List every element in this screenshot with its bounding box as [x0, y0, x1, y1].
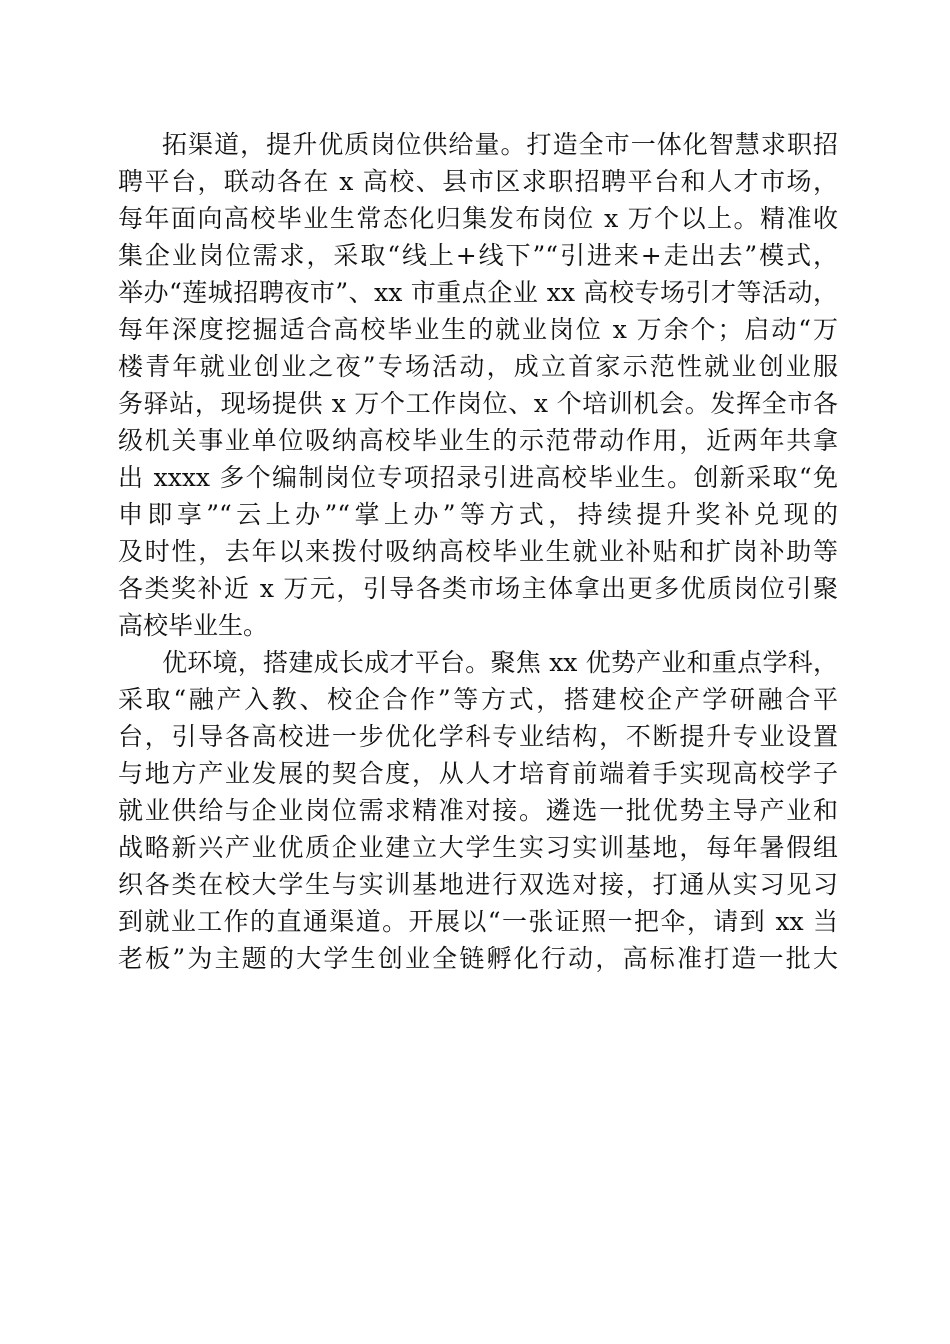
paragraph-1-line-13: 各类奖补近 x 万元，引导各类市场主体拿出更多优质岗位引聚 [118, 574, 838, 603]
paragraph-1-line-2: 聘平台，联动各在 x 高校、县市区求职招聘平台和人才市场， [118, 167, 838, 196]
paragraph-1-line-9: 级机关事业单位吸纳高校毕业生的示范带动作用，近两年共拿 [118, 426, 838, 455]
paragraph-1-line-14: 高校毕业生。 [118, 611, 269, 640]
paragraph-2-line-6: 战略新兴产业优质企业建立大学生实习实训基地，每年暑假组 [118, 833, 838, 862]
paragraph-2-line-4: 与地方产业发展的契合度，从人才培育前端着手实现高校学子 [118, 759, 838, 788]
paragraph-1-line-3: 每年面向高校毕业生常态化归集发布岗位 x 万个以上。精准收 [118, 204, 838, 233]
paragraph-1-line-11: 申即享”“云上办”“掌上办”等方式，持续提升奖补兑现的 [118, 500, 838, 529]
paragraph-2-line-9: 老板”为主题的大学生创业全链孵化行动，高标准打造一批大 [118, 944, 838, 973]
paragraph-2-line-5: 就业供给与企业岗位需求精准对接。遴选一批优势主导产业和 [118, 796, 838, 825]
paragraph-2-line-8: 到就业工作的直通渠道。开展以“一张证照一把伞，请到 xx 当 [118, 907, 838, 936]
paragraph-1-line-7: 楼青年就业创业之夜”专场活动，成立首家示范性就业创业服 [118, 352, 838, 381]
paragraph-1-line-6: 每年深度挖掘适合高校毕业生的就业岗位 x 万余个；启动“万 [118, 315, 838, 344]
paragraph-1-line-1: 拓渠道，提升优质岗位供给量。打造全市一体化智慧求职招 [162, 130, 838, 159]
paragraph-1-line-8: 务驿站，现场提供 x 万个工作岗位、x 个培训机会。发挥全市各 [118, 389, 838, 418]
paragraph-2-line-1: 优环境，搭建成长成才平台。聚焦 xx 优势产业和重点学科， [162, 648, 838, 677]
paragraph-1-line-10: 出 xxxx 多个编制岗位专项招录引进高校毕业生。创新采取“免 [118, 463, 838, 492]
paragraph-2-line-3: 台，引导各高校进一步优化学科专业结构，不断提升专业设置 [118, 722, 838, 751]
paragraph-1-line-4: 集企业岗位需求，采取“线上+线下”“引进来+走出去”模式， [118, 241, 838, 270]
paragraph-2-line-2: 采取“融产入教、校企合作”等方式，搭建校企产学研融合平 [118, 685, 838, 714]
paragraph-2-line-7: 织各类在校大学生与实训基地进行双选对接，打通从实习见习 [118, 870, 838, 899]
paragraph-1-line-12: 及时性，去年以来拨付吸纳高校毕业生就业补贴和扩岗补助等 [118, 537, 838, 566]
paragraph-1-line-5: 举办“莲城招聘夜市”、xx 市重点企业 xx 高校专场引才等活动， [118, 278, 838, 307]
